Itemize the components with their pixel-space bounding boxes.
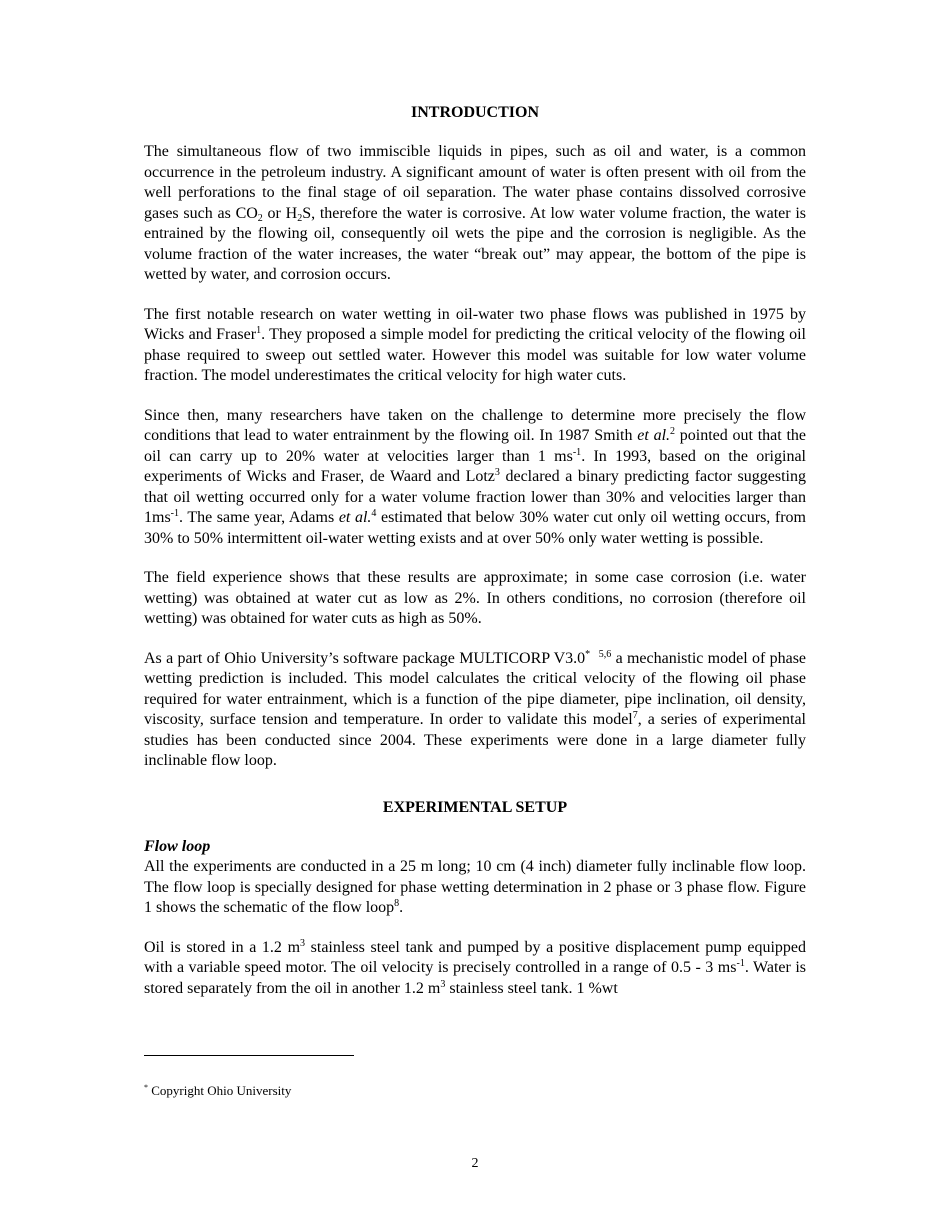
unit-exponent-3: -1 <box>736 958 745 969</box>
page-number: 2 <box>471 1156 479 1171</box>
subheading-flow-loop: Flow loop <box>144 837 211 855</box>
unit-exponent-2: -1 <box>170 508 180 519</box>
p5-text-3: , a series of experimental studies has been conducted since 2004. These experiments were done in a large diameter fully inclinable flow loop. <box>144 711 807 769</box>
p3-text-3: . In 1993, based on the original experiments of Wicks and Fraser, de Waard and Lotz <box>144 447 806 485</box>
p1-text-3: S, therefore the water is corrosive. At low water volume fraction, the water is entrained by the flowing oil, consequently oil wets the pipe and the corrosion is negligible. As the volume fraction of the water increases, the water “break out” may appear, the bottom of the pipe is wetted by water, and corrosion occurs. <box>144 204 806 283</box>
paragraph-5 <box>144 649 806 772</box>
ref-3: 3 <box>494 467 500 478</box>
p7-text-2: stainless steel tank and pumped by a positive displacement pump equipped with a variable speed motor. The oil velocity is precisely controlled in a range of 0.5 - 3 ms <box>144 938 806 976</box>
p7-text-3: . Water is stored separately from the oil in another 1.2 m <box>144 959 806 997</box>
p1-text-1: The simultaneous flow of two immiscible liquids in pipes, such as oil and water, is a common occurrence in the petroleum industry. A significant amount of water is often present with oil from the well perforations to the final stage of oil separation. The water phase contains dissolved corrosive gases such as CO <box>144 143 806 222</box>
h2s-subscript: 2 <box>297 212 303 224</box>
paragraph-1 <box>144 142 806 286</box>
footnote-text: Copyright Ohio University <box>148 1083 292 1098</box>
p3-text-4: declared a binary predicting factor suggesting that oil wetting occurred only for a water volume fraction lower than 30% and velocities larger than 1ms <box>144 468 807 526</box>
et-al-2: et al. <box>338 509 372 526</box>
p5-text-2: a mechanistic model of phase wetting prediction is included. This model calculates the critical velocity of the flowing oil phase required for water entrainment, which is a function of the pipe diameter, pipe inclination, oil density, viscosity, surface tension and temperature. In order to validate this model <box>144 649 807 728</box>
ref-7: 7 <box>632 710 638 721</box>
footnote-rule <box>144 1055 354 1056</box>
ref-4: 4 <box>371 508 377 519</box>
ref-2: 2 <box>670 426 676 437</box>
co2-subscript: 2 <box>257 212 263 224</box>
ref-8: 8 <box>394 898 400 909</box>
cubic-exponent-1: 3 <box>300 937 306 949</box>
cubic-exponent-2: 3 <box>440 978 446 990</box>
p2-text-1: The first notable research on water wetting in oil-water two phase flows was published in 1975 by Wicks and Fraser <box>144 305 806 343</box>
paragraph-6 <box>144 857 806 919</box>
ref-5-6: 5,6 <box>598 648 612 660</box>
paragraph-4: The field experience shows that these results are approximate; in some case corrosion (i.e. water wetting) was obtained at water cut as low as 2%. In others conditions, no corrosion (therefore oil wetting) was obtained for water cuts as high as 50%. <box>144 569 806 627</box>
paragraph-3 <box>144 406 806 550</box>
p5-text-1: As a part of Ohio University’s software package MULTICORP V3.0 <box>144 649 586 667</box>
footnote-star: * <box>144 1083 148 1092</box>
et-al-1: et al. <box>637 427 671 444</box>
heading-introduction: INTRODUCTION <box>410 104 539 121</box>
p7-text-4: stainless steel tank. 1 %wt <box>445 979 618 997</box>
ref-1: 1 <box>256 325 262 336</box>
p6-text-2: . <box>399 899 404 916</box>
p3-text-5: . The same year, Adams <box>179 509 339 526</box>
p7-text-1: Oil is stored in a 1.2 m <box>144 938 301 956</box>
p3-text-1: Since then, many researchers have taken on the challenge to determine more precisely the flow conditions that lead to water entrainment by the flowing oil. In 1987 Smith <box>144 406 806 444</box>
footnote-marker: * <box>585 648 591 660</box>
page-body <box>144 103 806 1018</box>
p2-text-2: . They proposed a simple model for predicting the critical velocity of the flowing oil phase required to sweep out settled water. However this model was suitable for low water volume fraction. The model underestimates the critical velocity for high water cuts. <box>144 326 807 384</box>
p6-text-1: All the experiments are conducted in a 25 m long; 10 cm (4 inch) diameter fully inclinable flow loop. The flow loop is specially designed for phase wetting determination in 2 phase or 3 phase flow. Figure 1 shows the schematic of the flow loop <box>144 858 806 916</box>
p3-text-2: pointed out that the oil can carry up to 20% water at velocities larger than 1 ms <box>144 427 807 465</box>
unit-exponent-1: -1 <box>572 446 582 458</box>
paragraph-2 <box>144 305 806 387</box>
footnote <box>144 1083 291 1099</box>
p1-text-2: or H <box>262 204 298 222</box>
heading-experimental-setup: EXPERIMENTAL SETUP <box>382 798 568 816</box>
p3-text-6: estimated that below 30% water cut only oil wetting occurs, from 30% to 50% intermittent oil-water wetting exists and at over 50% only water wetting is possible. <box>144 509 806 547</box>
paragraph-7 <box>144 938 806 1000</box>
